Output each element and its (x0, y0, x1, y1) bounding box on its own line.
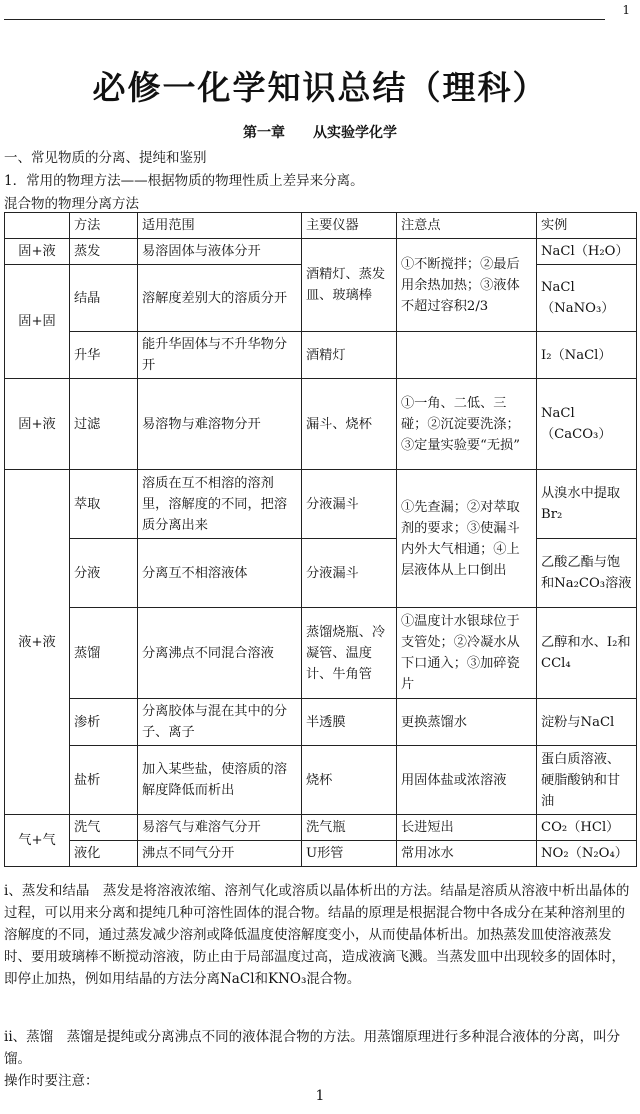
scope-cell: 加入某些盐，使溶质的溶解度降低而析出 (138, 746, 302, 815)
table-row (5, 379, 637, 470)
method-cell: 洗气 (70, 815, 138, 841)
table-row (5, 470, 637, 539)
header-rule (4, 19, 605, 20)
notes-cell: 更换蒸馏水 (397, 699, 537, 746)
table-row (5, 239, 637, 265)
method-cell: 萃取 (70, 470, 138, 539)
group-label: 固+固 (5, 265, 70, 379)
example-cell: NO₂（N₂O₄） (537, 841, 637, 867)
method-cell: 过滤 (70, 379, 138, 470)
group-label: 固+液 (5, 239, 70, 265)
method-cell: 液化 (70, 841, 138, 867)
document-title: 必修一化学知识总结（理科） (92, 68, 548, 107)
instrument-cell: 漏斗、烧杯 (302, 379, 397, 470)
example-cell: 从溴水中提取Br₂ (537, 470, 637, 539)
header-page-number: 1 (622, 3, 630, 17)
scope-cell: 分离互不相溶液体 (138, 539, 302, 608)
table-row (5, 608, 637, 699)
table-row (5, 815, 637, 841)
header-instrument: 主要仪器 (302, 213, 397, 239)
example-cell: I₂（NaCl） (537, 332, 637, 379)
group-label: 固+液 (5, 379, 70, 470)
method-cell: 结晶 (70, 265, 138, 332)
instrument-cell: 烧杯 (302, 746, 397, 815)
table-caption: 混合物的物理分离方法 (4, 196, 139, 212)
table-row (5, 699, 637, 746)
scope-cell: 能升华固体与不升华物分开 (138, 332, 302, 379)
table-header-row (5, 213, 637, 239)
scope-cell: 沸点不同气分开 (138, 841, 302, 867)
table-row (5, 841, 637, 867)
instrument-cell: 分液漏斗 (302, 539, 397, 608)
header-notes: 注意点 (397, 213, 537, 239)
method-cell: 分液 (70, 539, 138, 608)
method-cell: 升华 (70, 332, 138, 379)
notes-cell: ①不断搅拌；②最后用余热加热；③液体不超过容积2/3 (397, 239, 537, 332)
scope-cell: 易溶固体与液体分开 (138, 239, 302, 265)
method-cell: 蒸馏 (70, 608, 138, 699)
notes-cell: ①先查漏；②对萃取剂的要求；③使漏斗内外大气相通；④上层液体从上口倒出 (397, 470, 537, 608)
subsection-title: 1．常用的物理方法——根据物质的物理性质上差异来分离。 (4, 173, 364, 189)
notes-cell (397, 332, 537, 379)
table-row (5, 539, 637, 608)
notes-cell: ①一角、二低、三碰；②沉淀要洗涤；③定量实验要“无损” (397, 379, 537, 470)
scope-cell: 溶解度差别大的溶质分开 (138, 265, 302, 332)
instrument-cell: 半透膜 (302, 699, 397, 746)
table-row (5, 332, 637, 379)
footer-page-number: 1 (315, 1088, 325, 1104)
paragraph-evaporation: i、蒸发和结晶 蒸发是将溶液浓缩、溶剂气化或溶质以晶体析出的方法。结晶是溶质从溶液中析出晶体的过程，可以用来分离和提纯几种可溶性固体的混合物。结晶的原理是根据混合物中各成分在某种溶剂里的溶解度的不同，通过蒸发减少溶剂或降低温度使溶解度变小，从而使晶体析出。加热蒸发皿使溶液蒸发时、要用玻璃棒不断搅动溶液，防止由于局部温度过高，造成液滴飞溅。当蒸发皿中出现较多的固体时，即停止加热，例如用结晶的方法分离NaCl和KNO₃混合物。 (4, 883, 630, 987)
example-cell: NaCl（H₂O） (537, 239, 637, 265)
separation-methods-table (4, 212, 637, 867)
instrument-cell: 洗气瓶 (302, 815, 397, 841)
example-cell: 淀粉与NaCl (537, 699, 637, 746)
header-group-cell (5, 213, 70, 239)
notes-cell: 长进短出 (397, 815, 537, 841)
group-label: 气+气 (5, 815, 70, 867)
scope-cell: 易溶物与难溶物分开 (138, 379, 302, 470)
example-cell: CO₂（HCl） (537, 815, 637, 841)
scope-cell: 溶质在互不相溶的溶剂里，溶解度的不同，把溶质分离出来 (138, 470, 302, 539)
instrument-cell: 酒精灯、蒸发皿、玻璃棒 (302, 239, 397, 332)
instrument-cell: 分液漏斗 (302, 470, 397, 539)
notes-cell: ①温度计水银球位于支管处；②冷凝水从下口通入；③加碎瓷片 (397, 608, 537, 699)
instrument-cell: 蒸馏烧瓶、冷凝管、温度计、牛角管 (302, 608, 397, 699)
method-cell: 盐析 (70, 746, 138, 815)
paragraph-notes-intro: 操作时要注意： (4, 1073, 99, 1089)
notes-cell: 常用冰水 (397, 841, 537, 867)
instrument-cell: U形管 (302, 841, 397, 867)
header-scope: 适用范围 (138, 213, 302, 239)
scope-cell: 分离胶体与混在其中的分子、离子 (138, 699, 302, 746)
example-cell: NaCl（CaCO₃） (537, 379, 637, 470)
table-row (5, 746, 637, 815)
section-title: 一、常见物质的分离、提纯和鉴别 (4, 150, 207, 166)
instrument-cell: 酒精灯 (302, 332, 397, 379)
example-cell: 乙酸乙酯与饱和Na₂CO₃溶液 (537, 539, 637, 608)
notes-cell: 用固体盐或浓溶液 (397, 746, 537, 815)
method-cell: 蒸发 (70, 239, 138, 265)
chapter-heading: 第一章 从实验学化学 (243, 125, 397, 141)
header-method: 方法 (70, 213, 138, 239)
header-example: 实例 (537, 213, 637, 239)
method-cell: 渗析 (70, 699, 138, 746)
example-cell: NaCl（NaNO₃） (537, 265, 637, 332)
example-cell: 蛋白质溶液、硬脂酸钠和甘油 (537, 746, 637, 815)
scope-cell: 分离沸点不同混合溶液 (138, 608, 302, 699)
group-label: 液+液 (5, 470, 70, 815)
paragraph-distillation: ii、蒸馏 蒸馏是提纯或分离沸点不同的液体混合物的方法。用蒸馏原理进行多种混合液体的分离，叫分馏。 (4, 1029, 621, 1067)
example-cell: 乙醇和水、I₂和CCl₄ (537, 608, 637, 699)
scope-cell: 易溶气与难溶气分开 (138, 815, 302, 841)
